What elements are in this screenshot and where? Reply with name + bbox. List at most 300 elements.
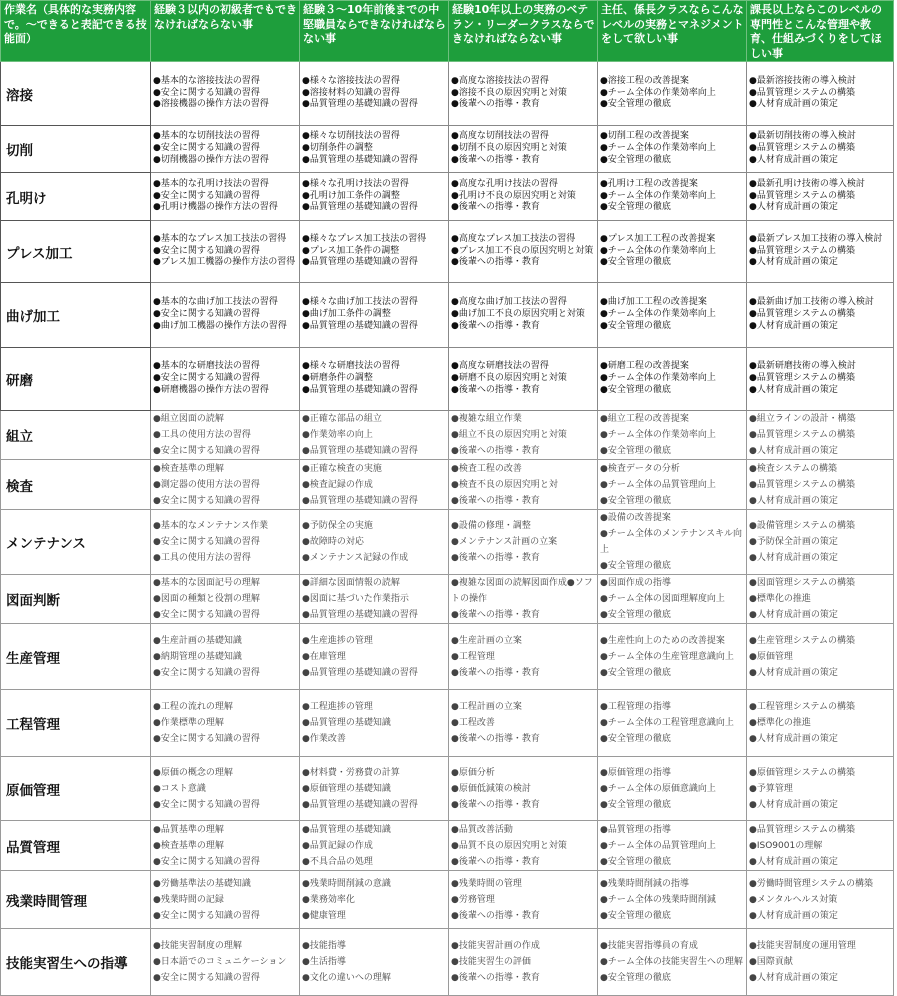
skill-item: ●切削工程の改善提案 xyxy=(600,131,689,142)
table-row xyxy=(1,929,894,996)
skill-cell xyxy=(598,221,747,283)
skill-item: ●品質不良の原因究明と対策 xyxy=(451,840,567,851)
skill-item: ●研磨機器の操作方法の習得 xyxy=(153,384,269,395)
skill-cell xyxy=(449,871,598,929)
table-row xyxy=(1,348,894,411)
skill-item: ●在庫管理 xyxy=(302,651,346,662)
skill-item: ●工程計画の立案 xyxy=(451,702,522,712)
skill-item: ●安全管理の徹底 xyxy=(600,320,671,331)
skill-item: ●メンテナンス計画の立案 xyxy=(451,537,558,547)
skill-item: ●技能実習制度の運用管理 xyxy=(749,941,856,951)
skill-item: ●チーム全体の作業効率向上 xyxy=(600,143,716,154)
skill-item: ●安全管理の徹底 xyxy=(600,973,671,983)
skill-item: ●作業改善 xyxy=(302,734,346,744)
skill-cell xyxy=(598,690,747,757)
skill-item: ●ISO9001の理解 xyxy=(749,840,823,851)
skill-cell xyxy=(151,871,300,929)
skill-item: ●品質管理システムの構築 xyxy=(749,309,855,320)
skill-cell xyxy=(151,173,300,221)
skill-item: ●検査システムの構築 xyxy=(749,463,837,474)
skill-cell xyxy=(598,460,747,510)
skill-item: ●品質管理システムの構築 xyxy=(749,373,855,384)
skill-item: ●設備の改善提案 xyxy=(600,513,671,523)
skill-item: ●残業時間削減の意識 xyxy=(302,878,391,889)
skill-item: ●人材育成計画の策定 xyxy=(749,910,838,921)
skill-item: ●後輩への指導・教育 xyxy=(451,446,540,456)
skill-item: ●最新溶接技術の導入検討 xyxy=(749,75,856,86)
skill-item: ●品質管理システムの構築 xyxy=(749,87,855,98)
task-name: 溶接 xyxy=(1,62,151,126)
skill-item: ●様々な溶接技法の習得 xyxy=(302,75,400,86)
skill-cell xyxy=(300,62,449,126)
skill-item: ●図面管理システムの構築 xyxy=(749,578,855,588)
skill-cell xyxy=(151,411,300,460)
skill-cell xyxy=(449,62,598,126)
table-row xyxy=(1,221,894,283)
table-row xyxy=(1,871,894,929)
skill-item: ●後輩への指導・教育 xyxy=(451,384,540,395)
table-row xyxy=(1,575,894,624)
skill-item: ●労働時間管理システムの構築 xyxy=(749,878,873,889)
skill-item: ●安全管理の徹底 xyxy=(600,610,671,620)
skill-cell xyxy=(449,624,598,690)
skill-item: ●安全に関する知識の習得 xyxy=(153,87,260,98)
skill-item: ●組立不良の原因究明と対策 xyxy=(451,430,567,440)
skill-item: ●生産進捗の管理 xyxy=(302,635,373,646)
skill-item: ●安全管理の徹底 xyxy=(600,799,671,810)
task-name: 技能実習生への指導 xyxy=(1,929,151,996)
skill-item: ●業務効率化 xyxy=(302,894,355,905)
skill-item: ●研磨不良の原因究明と対策 xyxy=(451,373,567,384)
header-mid-level: 経験３～10年前後までの中堅職員ならできなければならない事 xyxy=(300,1,449,62)
skill-item: ●人材育成計画の策定 xyxy=(749,384,838,395)
skill-item: ●工程管理の指導 xyxy=(600,702,671,712)
skill-item: ●人材育成計画の策定 xyxy=(749,667,838,678)
skill-item: ●プレス加工工程の改善提案 xyxy=(600,233,716,244)
task-name: 孔明け xyxy=(1,173,151,221)
skill-item: ●人材育成計画の策定 xyxy=(749,99,838,110)
skill-cell xyxy=(300,173,449,221)
skill-item: ●安全管理の徹底 xyxy=(600,734,671,744)
skill-item: ●安全管理の徹底 xyxy=(600,257,671,268)
skill-item: ●納期管理の基礎知識 xyxy=(153,651,242,662)
skill-item: ●品質管理の基礎知識の習得 xyxy=(302,202,418,213)
skill-cell xyxy=(598,624,747,690)
skill-item: ●安全に関する知識の習得 xyxy=(153,143,260,154)
skill-item: ●安全に関する知識の習得 xyxy=(153,799,260,810)
skill-item: ●労働基準法の基礎知識 xyxy=(153,878,251,889)
skill-item: ●図面の種類と役割の理解 xyxy=(153,594,260,604)
skill-item: ●プレス加工機器の操作方法の習得 xyxy=(153,257,296,268)
header-task-name: 作業名（具体的な実務内容で。～できると表記できる技能面） xyxy=(1,1,151,62)
table-row xyxy=(1,411,894,460)
skill-cell xyxy=(449,221,598,283)
skill-item: ●検査記録の作成 xyxy=(302,479,373,490)
skill-cell xyxy=(598,929,747,996)
skill-item: ●後輩への指導・教育 xyxy=(451,553,540,563)
skill-item: ●チーム全体の作業効率向上 xyxy=(600,190,716,201)
skill-cell xyxy=(747,821,894,871)
skill-item: ●様々なプレス加工技法の習得 xyxy=(302,233,427,244)
task-name: 工程管理 xyxy=(1,690,151,757)
skill-item: ●後輩への指導・教育 xyxy=(451,154,540,165)
skill-item: ●安全管理の徹底 xyxy=(600,154,671,165)
skill-item: ●チーム全体の技能実習生への理解 xyxy=(600,957,743,967)
skill-item: ●図面作成の指導 xyxy=(600,578,671,588)
skill-item: ●残業時間の記録 xyxy=(153,894,224,905)
skill-item: ●研磨条件の調整 xyxy=(302,373,373,384)
skill-item: ●基本的な曲げ加工技法の習得 xyxy=(153,297,278,308)
skill-item: ●品質管理の基礎知識の習得 xyxy=(302,320,418,331)
task-name: 組立 xyxy=(1,411,151,460)
skill-item: ●生産性向上のための改善提案 xyxy=(600,635,725,646)
skill-item: ●安全に関する知識の習得 xyxy=(153,973,260,983)
skill-item: ●高度な研磨技法の習得 xyxy=(451,361,549,372)
skill-item: ●安全に関する知識の習得 xyxy=(153,309,260,320)
skill-cell xyxy=(747,411,894,460)
skill-item: ●工程管理システムの構築 xyxy=(749,702,855,712)
skill-item: ●安全に関する知識の習得 xyxy=(153,446,260,456)
skill-item: ●切削不良の原因究明と対策 xyxy=(451,143,567,154)
skill-item: ●品質基準の理解 xyxy=(153,824,224,835)
skill-item: ●検査工程の改善 xyxy=(451,463,522,474)
skill-item: ●溶接材料の知識の習得 xyxy=(302,87,400,98)
skill-item: ●安全管理の徹底 xyxy=(600,384,671,395)
task-name: 切削 xyxy=(1,126,151,173)
skill-item: ●原価の概念の理解 xyxy=(153,767,233,778)
skill-item: ●品質記録の作成 xyxy=(302,840,373,851)
skill-item: ●生産計画の基礎知識 xyxy=(153,635,242,646)
task-name: 研磨 xyxy=(1,348,151,411)
skill-item: ●安全管理の徹底 xyxy=(600,446,671,456)
skill-item: ●孔明け工程の改善提案 xyxy=(600,178,698,189)
skill-item: ●不具合品の処理 xyxy=(302,856,373,867)
skill-item: ●孔明け加工条件の調整 xyxy=(302,190,400,201)
skill-cell xyxy=(151,126,300,173)
skill-item: ●品質管理システムの構築 xyxy=(749,245,855,256)
skill-item: ●チーム全体の作業効率向上 xyxy=(600,309,716,320)
skill-cell xyxy=(747,929,894,996)
header-beginner: 経験３以内の初級者でもできなければならない事 xyxy=(151,1,300,62)
skill-item: ●様々な研磨技法の習得 xyxy=(302,361,400,372)
skill-item: ●品質管理システムの構築 xyxy=(749,143,855,154)
skill-item: ●基本的な孔明け技法の習得 xyxy=(153,178,269,189)
skill-item: ●安全に関する知識の習得 xyxy=(153,537,260,547)
skill-cell xyxy=(747,510,894,575)
skill-cell xyxy=(747,62,894,126)
skill-cell xyxy=(300,821,449,871)
skill-item: ●後輩への指導・教育 xyxy=(451,667,540,678)
skill-cell xyxy=(300,624,449,690)
skill-cell xyxy=(598,283,747,348)
skill-item: ●安全に関する知識の習得 xyxy=(153,495,260,506)
skill-cell xyxy=(449,283,598,348)
table-row xyxy=(1,821,894,871)
skill-item: ●チーム全体の品質管理向上 xyxy=(600,840,716,851)
skill-item: ●生活指導 xyxy=(302,957,346,967)
header-veteran: 経験10年以上の実務のベテラン・リーダークラスならできなければならない事 xyxy=(449,1,598,62)
skill-item: ●検査基準の理解 xyxy=(153,463,224,474)
skill-item: ●品質管理の基礎知識の習得 xyxy=(302,799,418,810)
skill-cell xyxy=(151,929,300,996)
skill-item: ●後輩への指導・教育 xyxy=(451,910,540,921)
skill-item: ●チーム全体の生産管理意識向上 xyxy=(600,651,734,662)
skill-item: ●作業効率の向上 xyxy=(302,430,373,440)
header-chief: 主任、係長クラスならこんなレベルの実務とマネジメントをして欲しい事 xyxy=(598,1,747,62)
skill-item: ●品質管理の基礎知識の習得 xyxy=(302,667,418,678)
skill-item: ●品質管理の基礎知識の習得 xyxy=(302,154,418,165)
skill-item: ●原価管理の基礎知識 xyxy=(302,783,391,794)
skill-cell xyxy=(300,510,449,575)
skill-item: ●高度な切削技法の習得 xyxy=(451,131,549,142)
skill-item: ●基本的なメンテナンス作業 xyxy=(153,521,269,531)
task-name: メンテナンス xyxy=(1,510,151,575)
skill-item: ●品質管理システムの構築 xyxy=(749,479,855,490)
skill-item: ●予算管理 xyxy=(749,783,793,794)
skill-item: ●設備の修理・調整 xyxy=(451,521,531,531)
skill-cell xyxy=(151,460,300,510)
skill-cell xyxy=(151,624,300,690)
skill-item: ●基本的な図面記号の理解 xyxy=(153,578,260,588)
skill-cell xyxy=(598,411,747,460)
skill-cell xyxy=(598,62,747,126)
skill-cell xyxy=(747,173,894,221)
skill-item: ●品質管理システムの構築 xyxy=(749,824,855,835)
skill-cell xyxy=(598,757,747,821)
skill-cell xyxy=(300,283,449,348)
skill-item: ●高度なプレス加工技法の習得 xyxy=(451,233,576,244)
skill-cell xyxy=(449,173,598,221)
task-name: 図面判断 xyxy=(1,575,151,624)
skill-cell xyxy=(598,348,747,411)
skill-item: ●人材育成計画の策定 xyxy=(749,799,838,810)
skill-item: ●高度な孔明け技法の習得 xyxy=(451,178,558,189)
skill-item: ●技能実習指導員の育成 xyxy=(600,941,698,951)
table-row xyxy=(1,62,894,126)
skill-item: ●基本的なプレス加工技法の習得 xyxy=(153,233,287,244)
skill-item: ●品質管理システムの構築 xyxy=(749,430,855,440)
skill-item: ●技能実習制度の理解 xyxy=(153,941,242,951)
skill-cell xyxy=(449,929,598,996)
skill-item: ●曲げ加工機器の操作方法の習得 xyxy=(153,320,287,331)
skill-cell xyxy=(300,221,449,283)
skill-item: ●チーム全体のメンテナンスキル向上 xyxy=(600,529,743,555)
skill-item: ●標準化の推進 xyxy=(749,718,811,728)
skill-cell xyxy=(151,221,300,283)
skill-cell xyxy=(300,690,449,757)
skill-item: ●切削機器の操作方法の習得 xyxy=(153,154,269,165)
skill-item: ●品質管理の指導 xyxy=(600,824,671,835)
skill-cell xyxy=(449,460,598,510)
skill-cell xyxy=(747,575,894,624)
skill-item: ●労務管理 xyxy=(451,894,495,905)
header-row xyxy=(1,1,894,62)
header-manager: 課長以上ならこのレベルの専門性とこんな管理や教育、仕組みづくりをしてほしい事 xyxy=(747,1,894,62)
skill-item: ●工程改善 xyxy=(451,718,495,728)
task-name: 検査 xyxy=(1,460,151,510)
skill-cell xyxy=(598,871,747,929)
skill-item: ●基本的な溶接技法の習得 xyxy=(153,75,260,86)
skill-item: ●技能実習計画の作成 xyxy=(451,941,540,951)
skill-cell xyxy=(151,690,300,757)
skill-item: ●曲げ加工工程の改善提案 xyxy=(600,297,707,308)
skill-item: ●残業時間の管理 xyxy=(451,878,522,889)
skill-cell xyxy=(300,411,449,460)
skill-cell xyxy=(747,690,894,757)
skill-item: ●チーム全体の品質管理向上 xyxy=(600,479,716,490)
table-row xyxy=(1,690,894,757)
task-name: 曲げ加工 xyxy=(1,283,151,348)
skill-cell xyxy=(151,821,300,871)
skill-item: ●安全管理の徹底 xyxy=(600,910,671,921)
skill-item: ●設備管理システムの構築 xyxy=(749,521,855,531)
skill-item: ●基本的な切削技法の習得 xyxy=(153,131,260,142)
skill-item: ●後輩への指導・教育 xyxy=(451,799,540,810)
skill-item: ●人材育成計画の策定 xyxy=(749,734,838,744)
skill-item: ●品質管理の基礎知識 xyxy=(302,718,391,728)
skill-item: ●工具の使用方法の習得 xyxy=(153,430,251,440)
skill-item: ●様々な孔明け技法の習得 xyxy=(302,178,409,189)
skill-item: ●人材育成計画の策定 xyxy=(749,257,838,268)
skill-item: ●最新プレス加工技術の導入検討 xyxy=(749,233,883,244)
skill-item: ●安全に関する知識の習得 xyxy=(153,373,260,384)
skill-item: ●組立ラインの設計・構築 xyxy=(749,414,856,424)
skill-cell xyxy=(300,348,449,411)
skill-item: ●チーム全体の図面理解度向上 xyxy=(600,594,725,604)
skill-item: ●予防保全の実施 xyxy=(302,521,373,531)
task-name: 原価管理 xyxy=(1,757,151,821)
skill-cell xyxy=(151,348,300,411)
skill-cell xyxy=(449,821,598,871)
skill-cell xyxy=(151,62,300,126)
skill-item: ●正確な部品の組立 xyxy=(302,414,382,424)
skill-item: ●組立工程の改善提案 xyxy=(600,414,689,424)
skill-item: ●品質管理の基礎知識の習得 xyxy=(302,446,418,456)
skill-item: ●チーム全体の作業効率向上 xyxy=(600,373,716,384)
skill-item: ●技能実習生の評価 xyxy=(451,957,531,967)
skill-item: ●品質管理の基礎知識の習得 xyxy=(302,257,418,268)
task-name: 品質管理 xyxy=(1,821,151,871)
skill-item: ●工程管理 xyxy=(451,651,495,662)
skill-item: ●人材育成計画の策定 xyxy=(749,610,838,620)
skill-cell xyxy=(300,460,449,510)
skill-item: ●標準化の推進 xyxy=(749,594,811,604)
skill-item: ●品質管理の基礎知識 xyxy=(302,824,391,835)
skill-item: ●品質管理の基礎知識の習得 xyxy=(302,384,418,395)
skill-item: ●安全管理の徹底 xyxy=(600,495,671,506)
skill-item: ●安全管理の徹底 xyxy=(600,99,671,110)
skill-item: ●原価分析 xyxy=(451,767,495,778)
skill-item: ●後輩への指導・教育 xyxy=(451,495,540,506)
skill-item: ●人材育成計画の策定 xyxy=(749,495,838,506)
skill-cell xyxy=(747,460,894,510)
skill-item: ●最新切削技術の導入検討 xyxy=(749,131,856,142)
skill-item: ●人材育成計画の策定 xyxy=(749,154,838,165)
skill-item: ●人材育成計画の策定 xyxy=(749,202,838,213)
skill-item: ●検査不良の原因究明と対 xyxy=(451,479,558,490)
skill-cell xyxy=(449,510,598,575)
skill-item: ●溶接工程の改善提案 xyxy=(600,75,689,86)
skill-item: ●安全に関する知識の習得 xyxy=(153,667,260,678)
skill-item: ●安全に関する知識の習得 xyxy=(153,190,260,201)
task-name: 生産管理 xyxy=(1,624,151,690)
skill-item: ●工程の流れの理解 xyxy=(153,702,233,712)
skill-item: ●チーム全体の作業効率向上 xyxy=(600,245,716,256)
skill-item: ●後輩への指導・教育 xyxy=(451,320,540,331)
table-row xyxy=(1,126,894,173)
skill-item: ●原価低減策の検討 xyxy=(451,783,531,794)
skill-item: ●生産管理システムの構築 xyxy=(749,635,855,646)
skill-cell xyxy=(449,690,598,757)
skill-item: ●健康管理 xyxy=(302,910,346,921)
skill-item: ●後輩への指導・教育 xyxy=(451,734,540,744)
skill-item: ●詳細な図面情報の読解 xyxy=(302,578,400,588)
skill-cell xyxy=(300,871,449,929)
skill-item: ●基本的な研磨技法の習得 xyxy=(153,361,260,372)
skill-item: ●様々な曲げ加工技法の習得 xyxy=(302,297,418,308)
skill-item: ●高度な曲げ加工技法の習得 xyxy=(451,297,567,308)
skill-cell xyxy=(151,510,300,575)
skill-item: ●安全管理の徹底 xyxy=(600,561,671,571)
skill-cell xyxy=(151,283,300,348)
skill-item: ●残業時間削減の指導 xyxy=(600,878,689,889)
skill-item: ●最新曲げ加工技術の導入検討 xyxy=(749,297,874,308)
skill-item: ●品質改善活動 xyxy=(451,824,513,835)
table-row xyxy=(1,173,894,221)
skill-cell xyxy=(747,126,894,173)
skill-item: ●安全管理の徹底 xyxy=(600,856,671,867)
skill-item: ●安全に関する知識の習得 xyxy=(153,910,260,921)
skill-item: ●予防保全計画の策定 xyxy=(749,537,838,547)
skill-cell xyxy=(598,821,747,871)
skill-item: ●チーム全体の作業効率向上 xyxy=(600,430,716,440)
skill-cell xyxy=(449,575,598,624)
skill-item: ●プレス加工不良の原因究明と対策 xyxy=(451,245,594,256)
skill-item: ●故障時の対応 xyxy=(302,537,364,547)
skill-item: ●技能指導 xyxy=(302,941,346,951)
table-row xyxy=(1,460,894,510)
skill-item: ●品質管理の基礎知識の習得 xyxy=(302,495,418,506)
skill-item: ●人材育成計画の策定 xyxy=(749,446,838,456)
skill-item: ●最新孔明け技術の導入検討 xyxy=(749,178,865,189)
skill-item: ●人材育成計画の策定 xyxy=(749,553,838,563)
skill-cell xyxy=(300,757,449,821)
skill-item: ●安全に関する知識の習得 xyxy=(153,734,260,744)
skill-item: ●作業標準の理解 xyxy=(153,718,224,728)
skill-item: ●品質管理の基礎知識の習得 xyxy=(302,610,418,620)
skill-cell xyxy=(598,575,747,624)
skill-item: ●後輩への指導・教育 xyxy=(451,610,540,620)
skill-item: ●工程進捗の管理 xyxy=(302,702,373,712)
skill-cell xyxy=(747,221,894,283)
skill-item: ●原価管理の指導 xyxy=(600,767,671,778)
skill-cell xyxy=(449,411,598,460)
skill-item: ●安全に関する知識の習得 xyxy=(153,610,260,620)
skill-cell xyxy=(747,871,894,929)
skill-item: ●人材育成計画の策定 xyxy=(749,856,838,867)
skill-cell xyxy=(151,575,300,624)
skill-cell xyxy=(300,929,449,996)
table-row xyxy=(1,624,894,690)
skill-item: ●安全管理の徹底 xyxy=(600,667,671,678)
skill-item: ●メンテナンス記録の作成 xyxy=(302,553,409,563)
skill-item: ●国際貢献 xyxy=(749,957,793,967)
skill-item: ●溶接機器の操作方法の習得 xyxy=(153,99,269,110)
skill-item: ●チーム全体の原価意識向上 xyxy=(600,783,716,794)
skill-item: ●溶接不良の原因究明と対策 xyxy=(451,87,567,98)
skill-item: ●安全に関する知識の習得 xyxy=(153,245,260,256)
skill-cell xyxy=(449,348,598,411)
